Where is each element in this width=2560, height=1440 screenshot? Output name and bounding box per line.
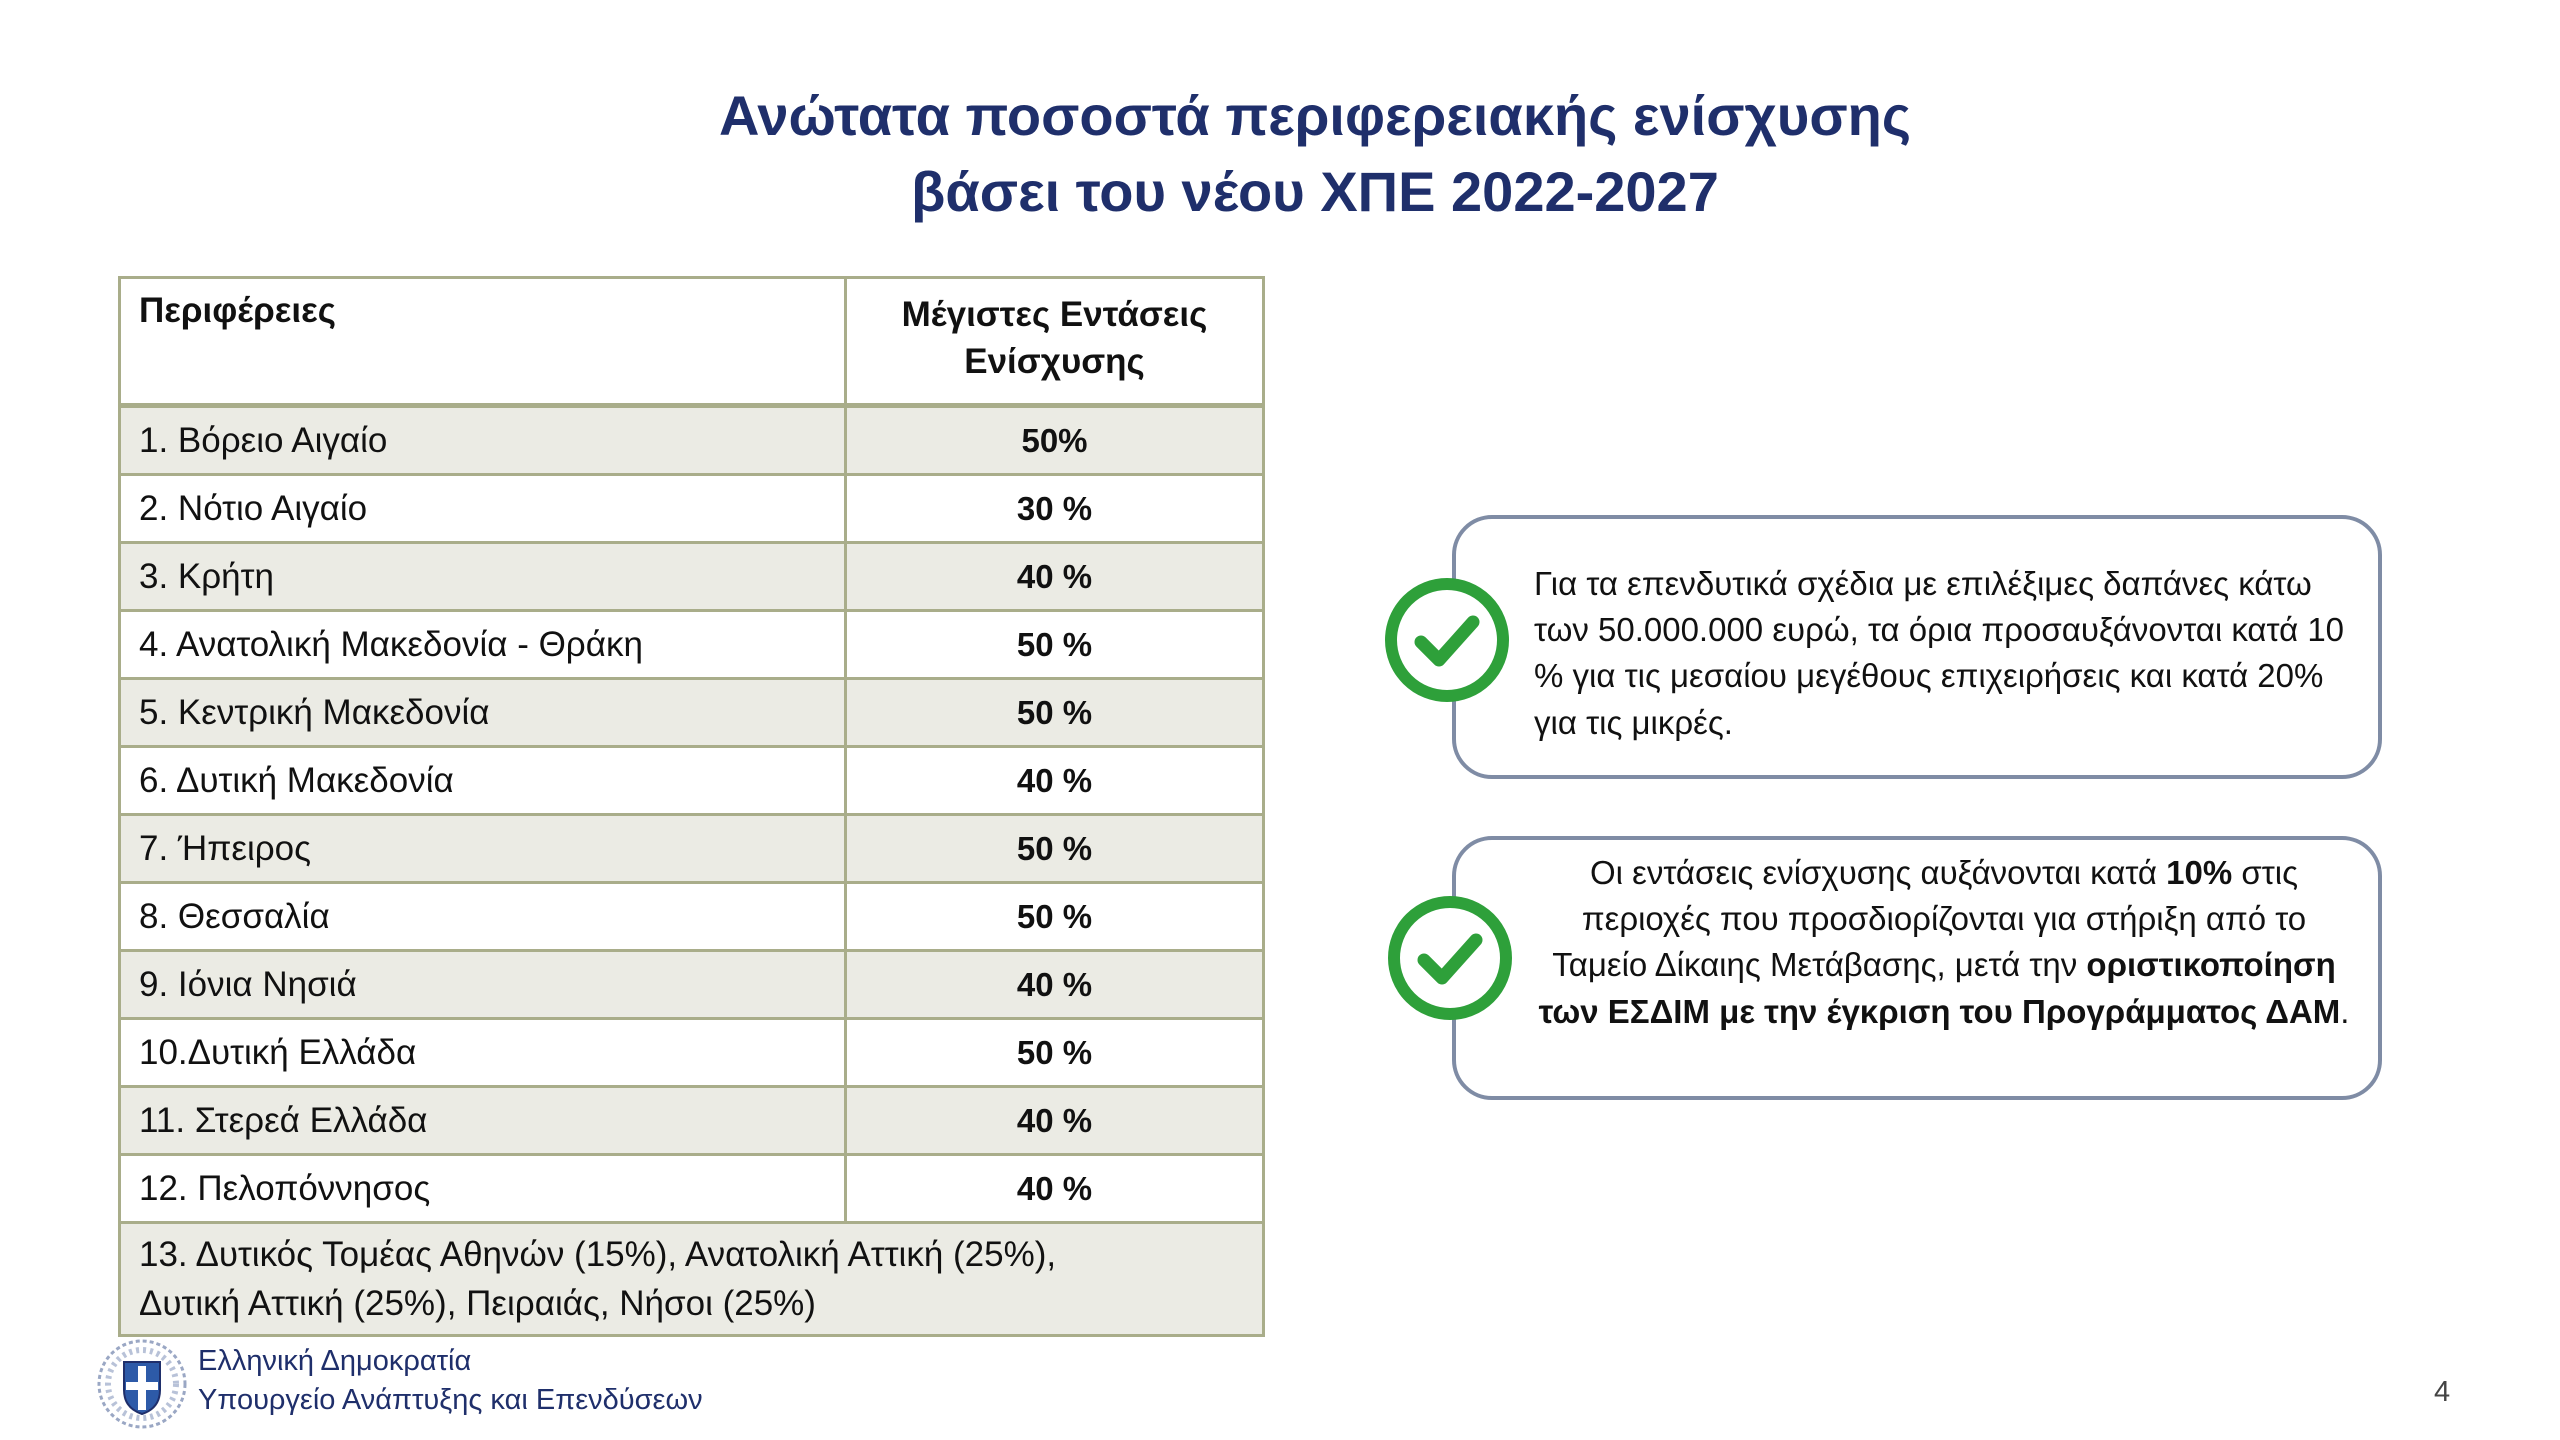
header-max-intensity-line1: Μέγιστες Εντάσεις bbox=[901, 295, 1208, 334]
attica-line-1: 13. Δυτικός Τομέας Αθηνών (15%), Ανατολική Αττική (25%), bbox=[139, 1235, 1057, 1274]
region-name: 1. Βόρειο Αιγαίο bbox=[120, 406, 846, 475]
footer-ministry bbox=[198, 1342, 703, 1420]
regions-table bbox=[118, 276, 1265, 1337]
table-row bbox=[120, 815, 1264, 883]
table-row bbox=[120, 406, 1264, 475]
coat-of-arms-icon bbox=[96, 1338, 188, 1435]
check-mark-icon bbox=[1407, 600, 1487, 680]
page-number: 4 bbox=[2434, 1376, 2451, 1408]
region-name: 8. Θεσσαλία bbox=[120, 883, 846, 951]
region-value: 40 % bbox=[846, 1087, 1264, 1155]
footer-line-2: Υπουργείο Ανάπτυξης και Επενδύσεων bbox=[198, 1384, 703, 1417]
region-value: 40 % bbox=[846, 543, 1264, 611]
region-name: 7. Ήπειρος bbox=[120, 815, 846, 883]
region-value: 50 % bbox=[846, 815, 1264, 883]
region-name: 12. Πελοπόννησος bbox=[120, 1155, 846, 1223]
region-value: 50 % bbox=[846, 1019, 1264, 1087]
note2-bold-percent: 10% bbox=[2166, 854, 2233, 891]
note1-text: Για τα επενδυτικά σχέδια με επιλέξιμες δαπάνες κάτω των 50.000.000 ευρώ, τα όρια προσαυξάνονται κατά 10 % για τις μεσαίου μεγέθους επιχειρήσεις και κατά 20% για τις μικρές. bbox=[1534, 565, 2345, 741]
note-small-medium-increase bbox=[1452, 515, 2382, 779]
region-value: 50 % bbox=[846, 611, 1264, 679]
header-max-intensity bbox=[846, 278, 1264, 406]
note-just-transition-fund bbox=[1452, 836, 2382, 1100]
region-value: 50 % bbox=[846, 883, 1264, 951]
note2-bold-approval: οριστικοποίηση των ΕΣΔΙΜ με την έγκριση του Προγράμματος ΔΑΜ bbox=[1538, 946, 2341, 1030]
check-circle-icon bbox=[1385, 578, 1509, 702]
region-name: 2. Νότιο Αιγαίο bbox=[120, 475, 846, 543]
attica-region-cell bbox=[120, 1223, 1264, 1336]
region-name: 4. Ανατολική Μακεδονία - Θράκη bbox=[120, 611, 846, 679]
region-name: 9. Ιόνια Νησιά bbox=[120, 951, 846, 1019]
table-row bbox=[120, 883, 1264, 951]
table-row bbox=[120, 1155, 1264, 1223]
title-line-1: Ανώτατα ποσοστά περιφερειακής ενίσχυσης bbox=[719, 84, 1911, 147]
note2-text-part1: Οι εντάσεις ενίσχυσης αυξάνονται κατά bbox=[1589, 854, 2167, 891]
table-row bbox=[120, 543, 1264, 611]
region-value: 50 % bbox=[846, 679, 1264, 747]
footer-line-1: Ελληνική Δημοκρατία bbox=[198, 1345, 472, 1377]
table-row-attica bbox=[120, 1223, 1264, 1336]
region-value: 40 % bbox=[846, 747, 1264, 815]
header-max-intensity-line2: Ενίσχυσης bbox=[964, 342, 1145, 382]
table-row bbox=[120, 475, 1264, 543]
header-regions: Περιφέρειες bbox=[120, 278, 846, 406]
region-name: 11. Στερεά Ελλάδα bbox=[120, 1087, 846, 1155]
region-value: 40 % bbox=[846, 1155, 1264, 1223]
note2-text-part3: . bbox=[2340, 992, 2350, 1030]
region-value: 30 % bbox=[846, 475, 1264, 543]
title-line-2: βάσει του νέου ΧΠΕ 2022-2027 bbox=[911, 159, 1719, 223]
page-title bbox=[0, 78, 2560, 229]
note2-text-part2: στις περιοχές που προσδιορίζονται για στήριξη από το Ταμείο Δίκαιης Μετάβασης, μετά την bbox=[1552, 854, 2307, 984]
region-value: 50% bbox=[846, 406, 1264, 475]
table-row bbox=[120, 747, 1264, 815]
region-name: 5. Κεντρική Μακεδονία bbox=[120, 679, 846, 747]
table-row bbox=[120, 611, 1264, 679]
attica-line-2: Δυτική Αττική (25%), Πειραιάς, Νήσοι (25%) bbox=[139, 1284, 816, 1323]
table-row bbox=[120, 679, 1264, 747]
table-row bbox=[120, 1087, 1264, 1155]
check-circle-icon bbox=[1388, 896, 1512, 1020]
region-value: 40 % bbox=[846, 951, 1264, 1019]
table-row bbox=[120, 1019, 1264, 1087]
table-header-row bbox=[120, 278, 1264, 406]
table-row bbox=[120, 951, 1264, 1019]
check-mark-icon bbox=[1410, 918, 1490, 998]
region-name: 3. Κρήτη bbox=[120, 543, 846, 611]
region-name: 10.Δυτική Ελλάδα bbox=[120, 1019, 846, 1087]
region-name: 6. Δυτική Μακεδονία bbox=[120, 747, 846, 815]
